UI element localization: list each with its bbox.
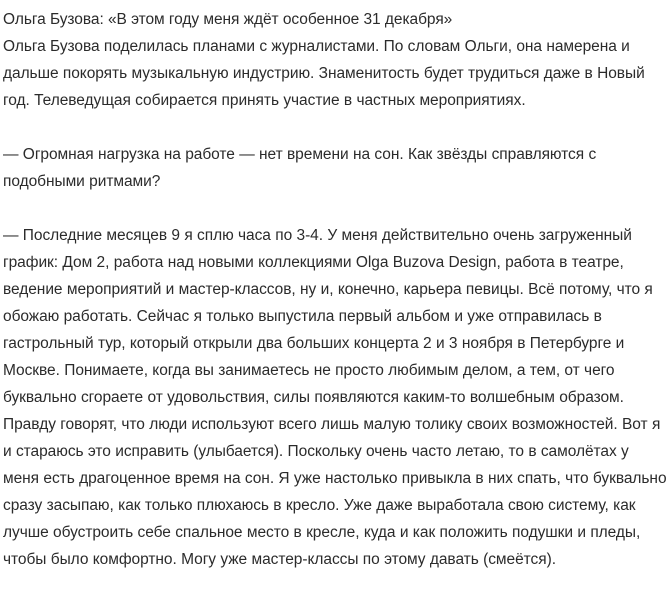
article-intro-paragraph: Ольга Бузова поделилась планами с журналистами. По словам Ольги, она намерена и дальше покорять музыкальную индустрию. Знаменитость будет трудиться даже в Новый год. Телеведущая собирается принять участие в частных мероприятиях. [3, 38, 645, 109]
interview-question-paragraph: — Огромная нагрузка на работе — нет времени на сон. Как звёзды справляются с подобными ритмами? [3, 146, 597, 190]
interview-answer-paragraph: — Последние месяцев 9 я сплю часа по 3-4. У меня действительно очень загруженный график: Дом 2, работа над новыми коллекциями Olga Buzova Design, работа в театре, ведение мероприятий и мастер-классов, ну и, конечно, карьера певицы. Всё потому, что я обожаю работать. Сейчас я только выпустила первый альбом и уже отправилась в гастрольный тур, который открыли два больших концерта 2 и 3 ноября в Петербурге и Москве. Понимаете, когда вы занимаетесь не просто любимым делом, а тем, от чего буквально сгораете от удовольствия, силы появляются каким-то волшебным образом. Правду говорят, что люди используют всего лишь малую толику своих возможностей. Вот я и стараюсь это исправить (улыбается). Поскольку очень часто летаю, то в самолётах у меня есть драгоценное время на сон. Я уже настолько привыкла в них спать, что буквально сразу засыпаю, как только плюхаюсь в кресло. Уже даже выработала свою систему, как лучше обустроить себе спальное место в кресле, куда и как положить подушки и пледы, чтобы было комфортно. Могу уже мастер-классы по этому давать (смеётся). [3, 227, 667, 568]
article-headline: Ольга Бузова: «В этом году меня ждёт особенное 31 декабря» [3, 11, 453, 28]
